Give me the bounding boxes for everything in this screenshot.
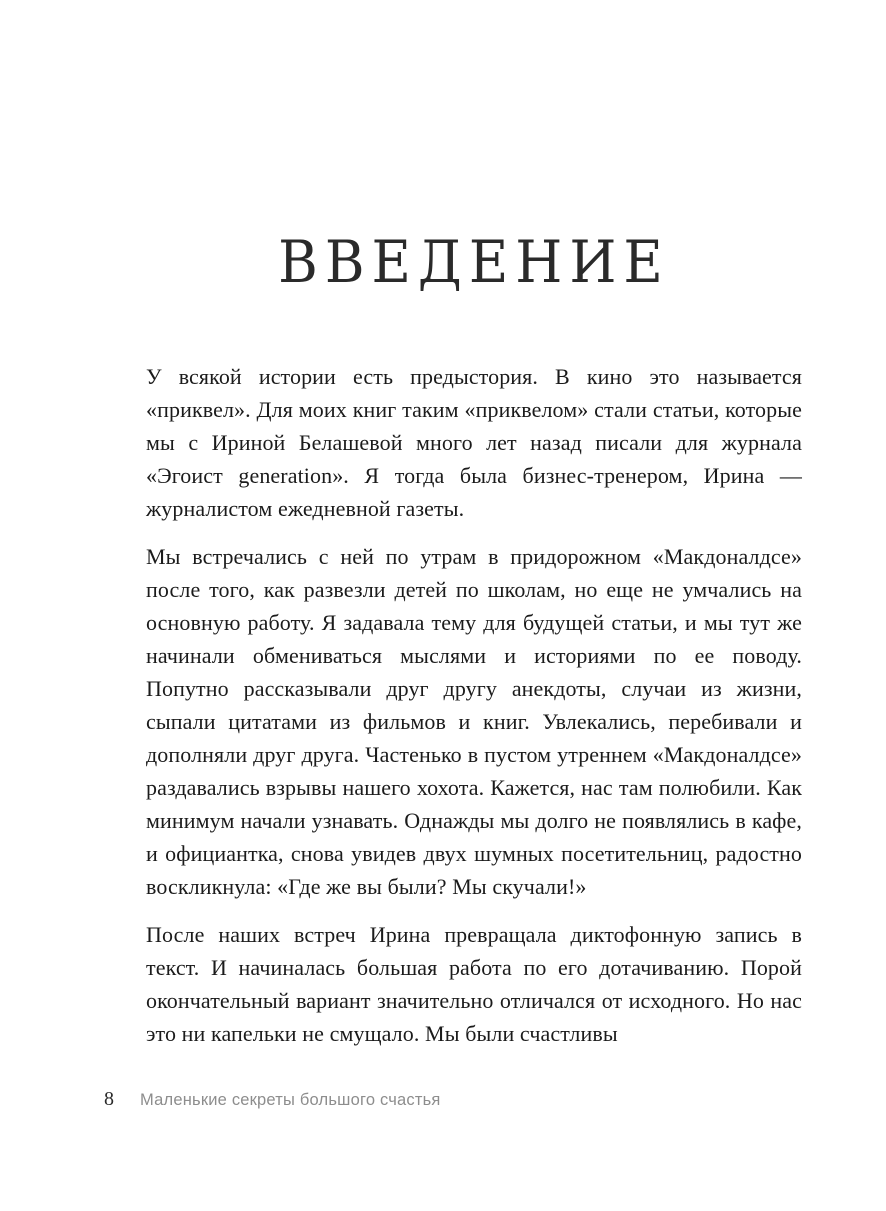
paragraph: У всякой истории есть предыстория. В кино это называется «приквел». Для моих книг таким «приквелом» стали статьи, которые мы с Ириной Белашевой много лет назад писали для журнала «Эгоист generation». Я тогда была бизнес-тренером, Ирина — журналистом ежедневной газеты. <box>146 364 802 521</box>
paragraph: После наших встреч Ирина превращала диктофонную запись в текст. И начиналась большая работа по его дотачиванию. Порой окончательный вариант значительно отличался от исходного. Но нас это ни капельки не смущало. Мы были счастливы <box>146 922 802 1046</box>
body-text <box>146 360 802 1065</box>
page-number: 8 <box>104 1088 114 1110</box>
page-footer <box>104 1088 804 1111</box>
running-title: Маленькие секреты большого счастья <box>140 1091 441 1109</box>
chapter-title: ВВЕДЕНИЕ <box>278 228 670 297</box>
paragraph: Мы встречались с ней по утрам в придорожном «Макдоналдсе» после того, как развезли детей по школам, но еще не умчались на основную работу. Я задавала тему для будущей статьи, и мы тут же начинали обмениваться мыслями и историями по ее поводу. Попутно рассказывали друг другу анекдоты, случаи из жизни, сыпали цитатами из фильмов и книг. Увлекались, перебивали и дополняли друг друга. Частенько в пустом утреннем «Макдоналдсе» раздавались взрывы нашего хохота. Кажется, нас там полюбили. Как минимум начали узнавать. Однажды мы долго не появлялись в кафе, и официантка, снова увидев двух шумных посетительниц, радостно воскликнула: «Где же вы были? Мы скучали!» <box>146 544 802 899</box>
